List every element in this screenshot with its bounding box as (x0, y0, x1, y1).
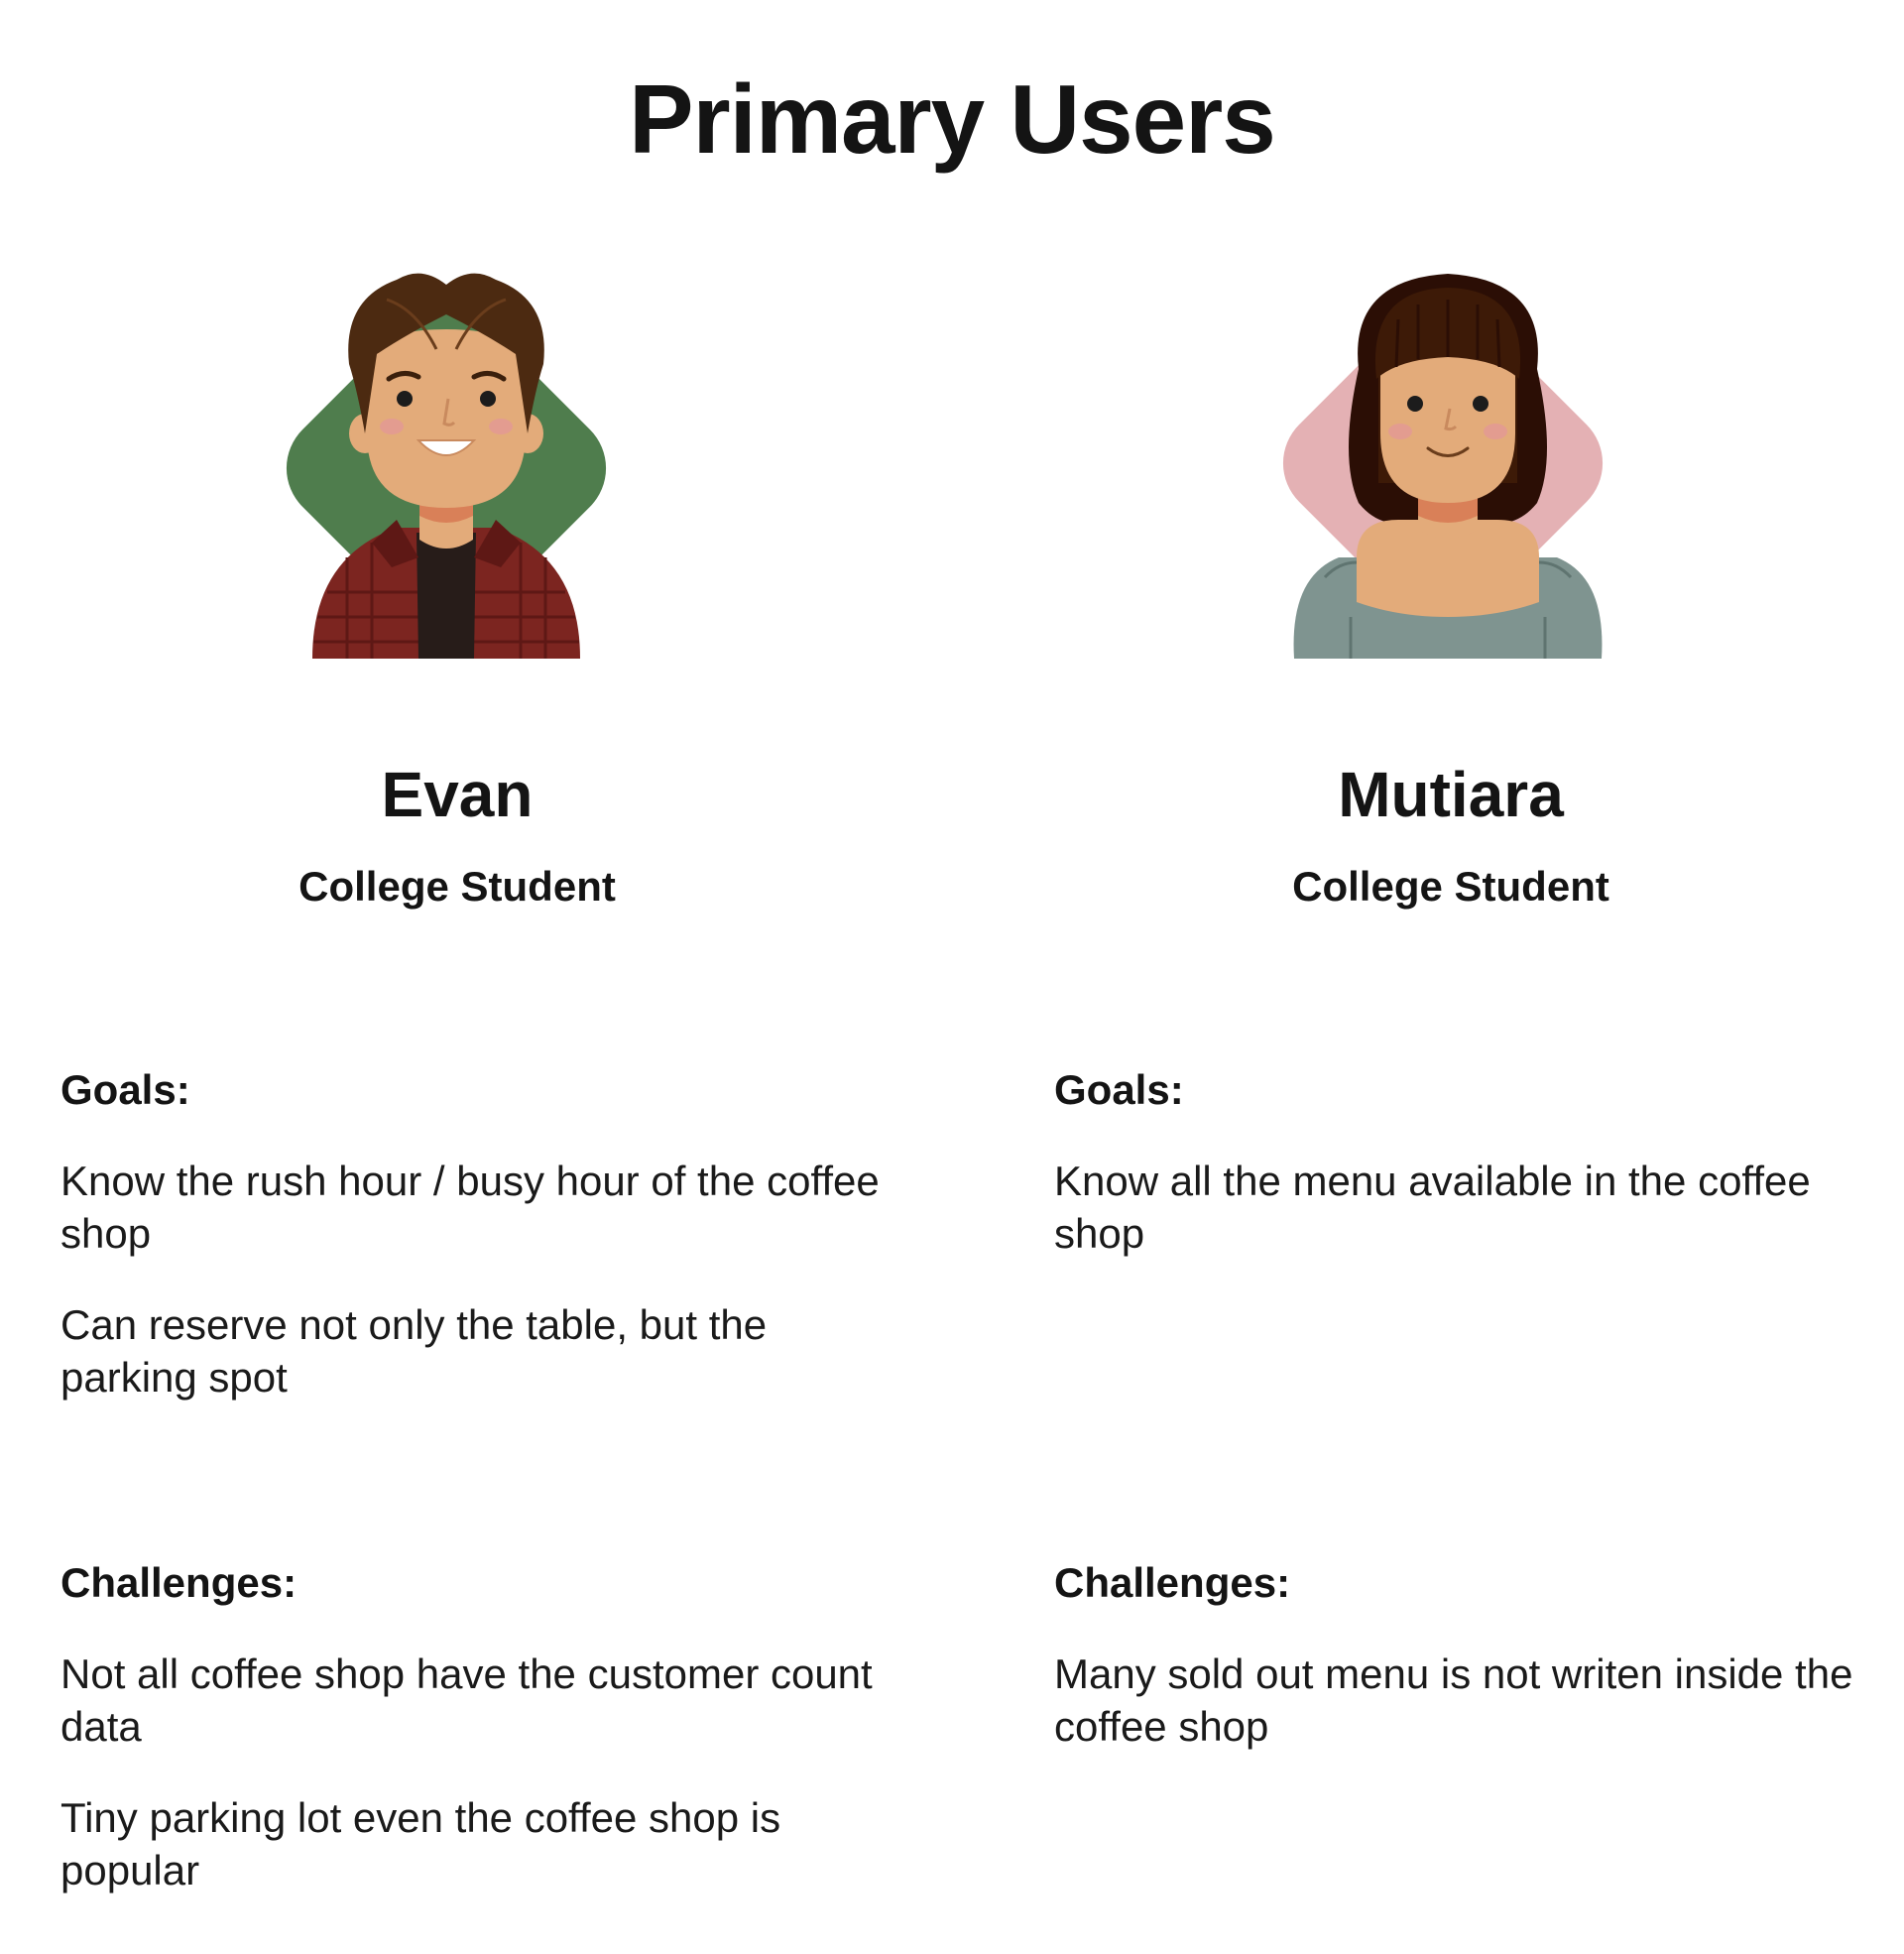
persona-name-evan: Evan (381, 759, 534, 830)
male-student-avatar-icon (248, 260, 664, 676)
persona-role-mutiara: College Student (1292, 863, 1609, 910)
goal-item: Can reserve not only the table, but the parking spot (60, 1301, 768, 1402)
goal-item: Know the rush hour / busy hour of the coffee shop (60, 1158, 880, 1258)
challenge-item: Many sold out menu is not writen inside the coffee shop (1054, 1650, 1853, 1751)
evan-goals-section (60, 1065, 893, 1442)
persona-role-evan: College Student (298, 863, 616, 910)
avatar-evan (248, 260, 664, 676)
challenges-heading: Challenges: (1054, 1559, 1291, 1606)
challenges-heading: Challenges: (60, 1559, 298, 1606)
avatar-mutiara (1240, 260, 1656, 676)
mutiara-goals-section (1054, 1065, 1887, 1298)
persona-name-mutiara: Mutiara (1338, 759, 1564, 830)
challenge-item: Tiny parking lot even the coffee shop is popular (60, 1794, 781, 1894)
evan-challenges-section (60, 1558, 893, 1935)
female-student-avatar-icon (1240, 260, 1656, 676)
page-title: Primary Users (629, 64, 1275, 174)
goals-heading: Goals: (1054, 1066, 1184, 1113)
mutiara-challenges-section (1054, 1558, 1887, 1791)
goals-heading: Goals: (60, 1066, 190, 1113)
goal-item: Know all the menu available in the coffee shop (1054, 1158, 1811, 1258)
challenge-item: Not all coffee shop have the customer count data (60, 1650, 873, 1751)
